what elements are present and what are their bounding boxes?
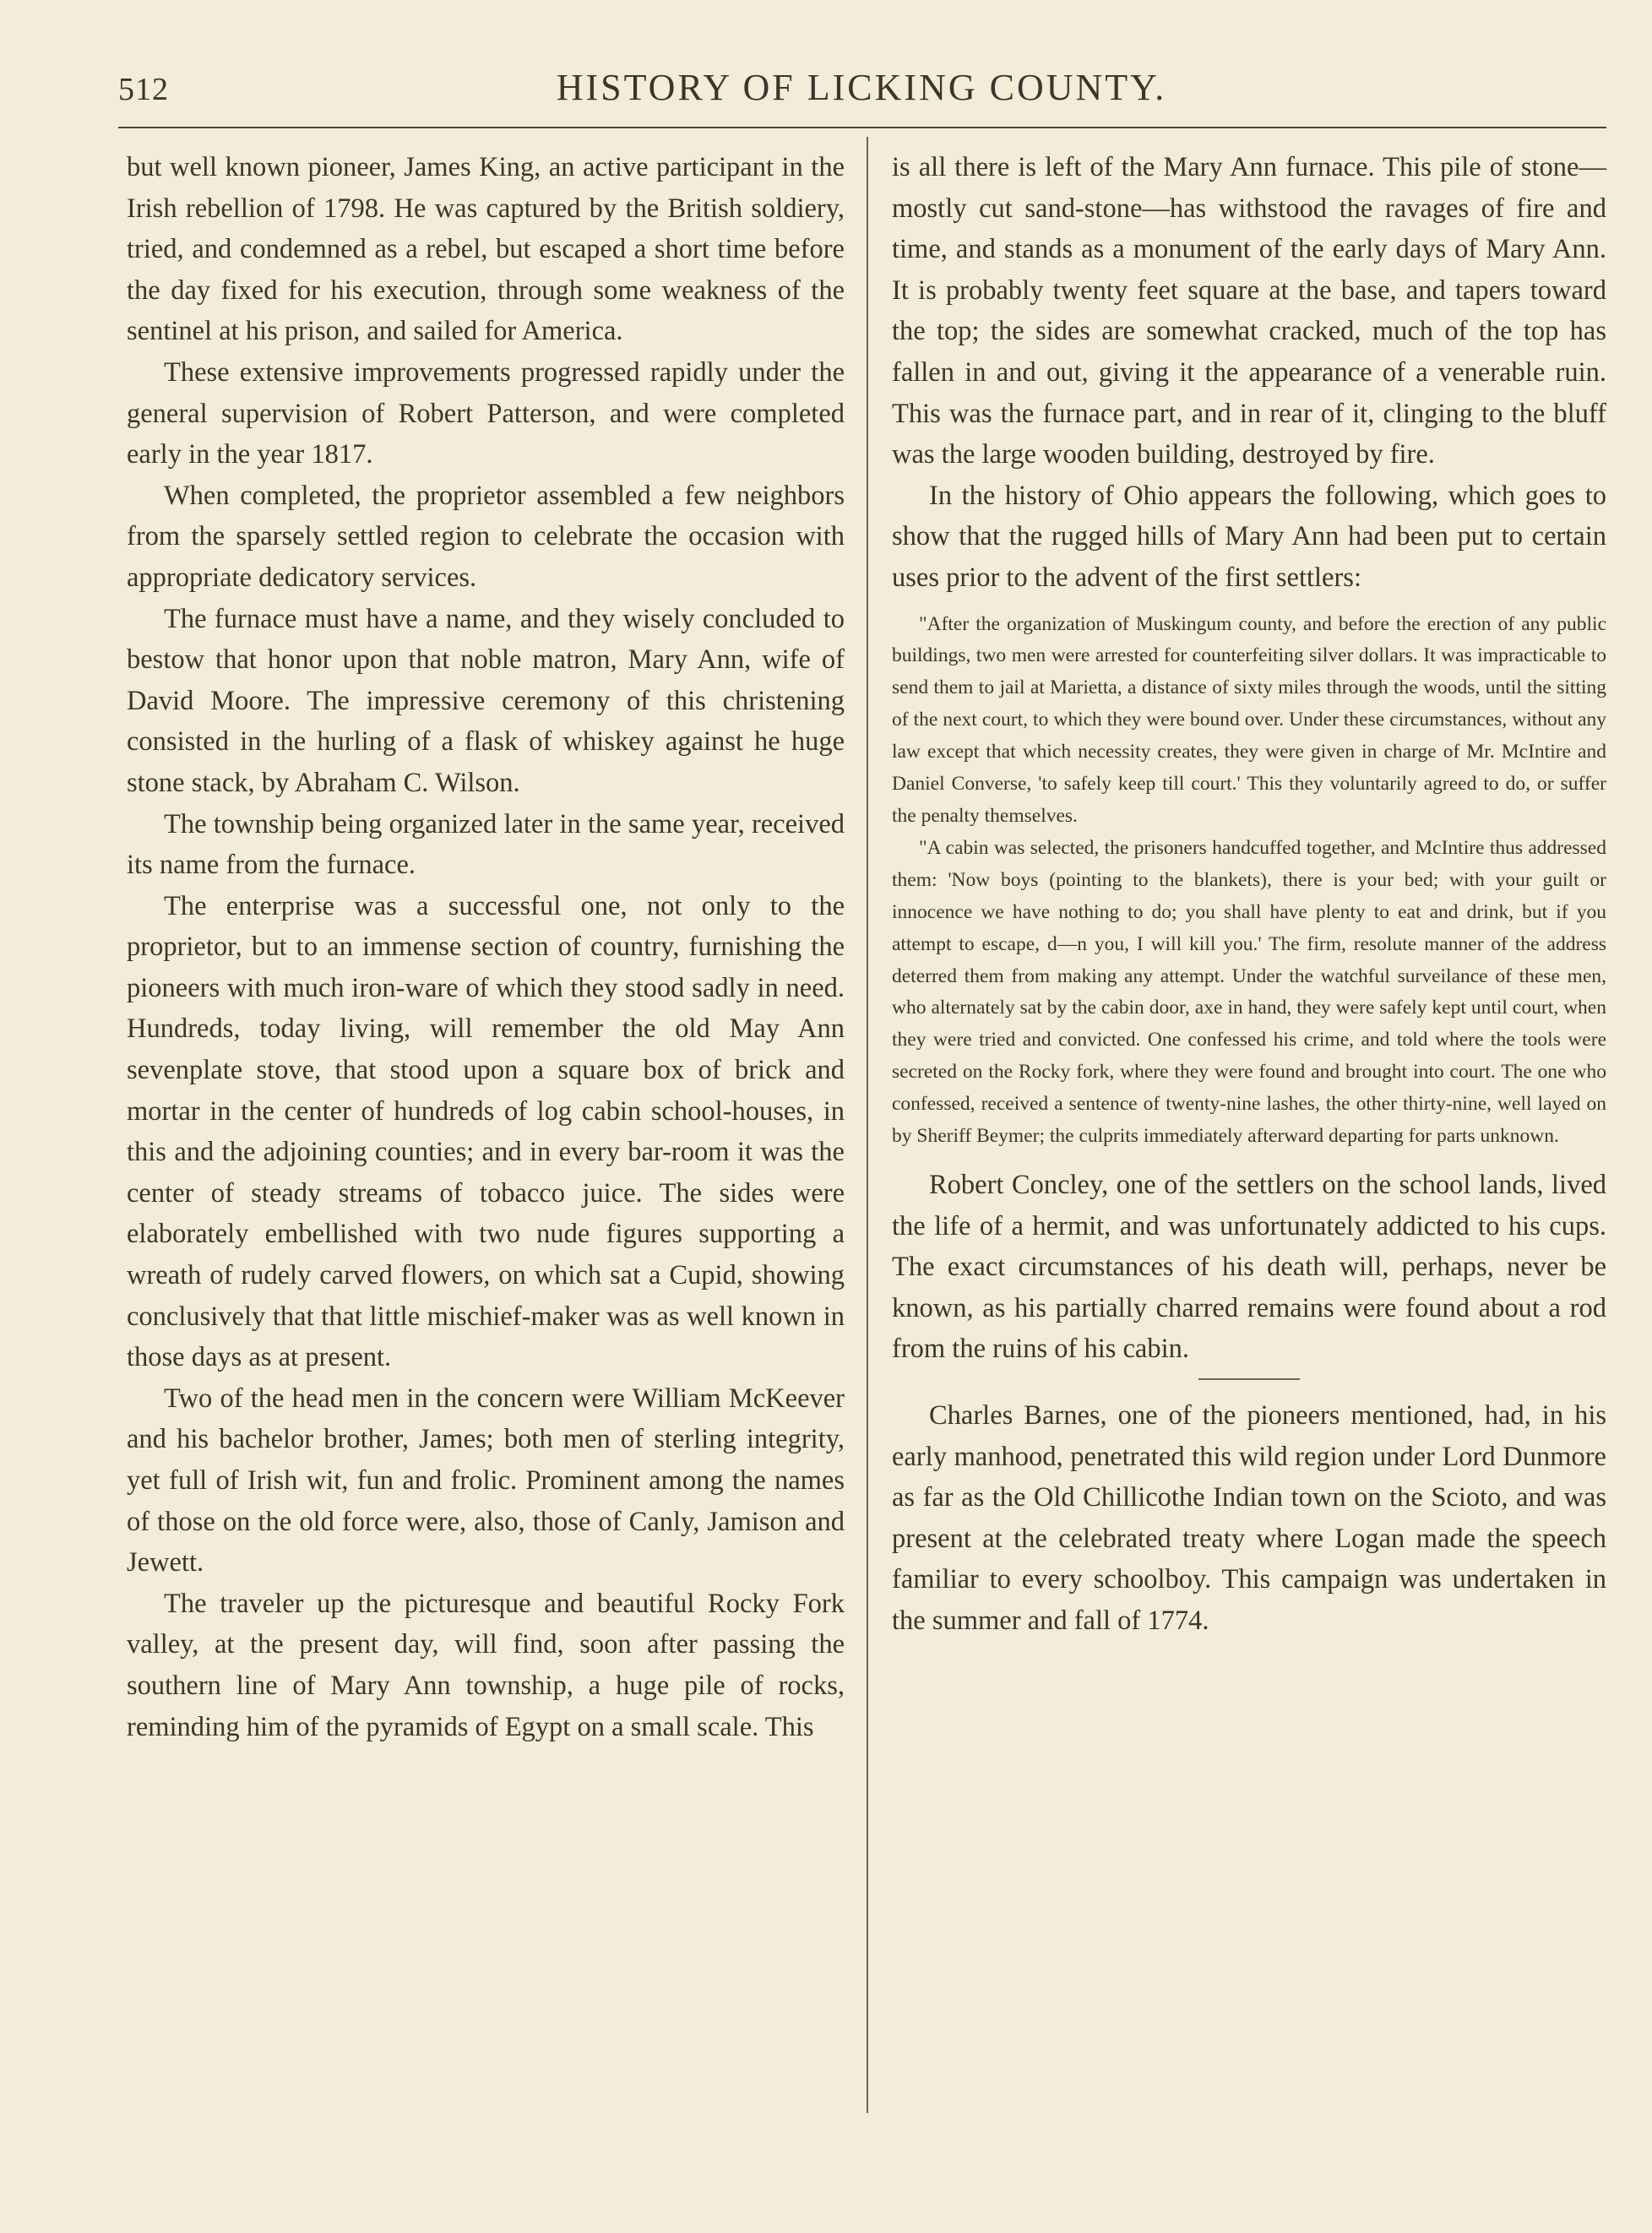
paragraph: These extensive improvements progressed rapidly under the general supervision of Robert Patterson, and were completed early in the year 1817. <box>127 356 845 470</box>
page-header <box>118 66 1605 117</box>
left-column <box>127 147 845 1747</box>
paragraph: is all there is left of the Mary Ann furnace. This pile of stone—mostly cut sand-stone—has withstood the ravages of fire and time, and stands as a monument of the early days of Mary Ann. It is probably twenty feet square at the base, and tapers toward the top; the sides are somewhat cracked, much of the top has fallen in and out, giving it the appearance of a venerable ruin. This was the furnace part, and in rear of it, clinging to the bluff was the large wooden building, destroyed by fire. <box>892 152 1606 470</box>
paragraph: The traveler up the picturesque and beautiful Rocky Fork valley, at the present day, will find, soon after passing the southern line of Mary Ann township, a huge pile of rocks, reminding him of the pyramids of Egypt on a small scale. This <box>127 1588 845 1742</box>
right-column <box>892 147 1606 1641</box>
section-separator <box>1198 1378 1300 1380</box>
page-number: 512 <box>118 72 169 107</box>
paragraph: When completed, the proprietor assembled a few neighbors from the sparsely settled region to celebrate the occasion with appropriate dedicatory services. <box>127 480 845 593</box>
header-rule <box>118 127 1606 128</box>
running-title: HISTORY OF LICKING COUNTY. <box>556 67 1167 108</box>
paragraph: The enterprise was a successful one, not only to the proprietor, but to an immense section of country, furnishing the pioneers with much iron-ware of which they stood sadly in need. Hundreds, today living, will remember the old May Ann sevenplate stove, that stood upon a square box of brick and mortar in the center of hundreds of log cabin school-houses, in this and the adjoining counties; and in every bar-room it was the center of steady streams of tobacco juice. The sides were elaborately embellished with two nude figures supporting a wreath of rudely carved flowers, on which sat a Cupid, showing conclusively that that little mischief-maker was as well known in those days as at present. <box>127 890 845 1373</box>
paragraph: Robert Concley, one of the settlers on the school lands, lived the life of a hermit, and was unfortunately addicted to his cups. The exact circumstances of his death will, perhaps, never be known, as his partially charred remains were found about a rod from the ruins of his cabin. <box>892 1169 1606 1365</box>
paragraph: Charles Barnes, one of the pioneers mentioned, had, in his early manhood, penetrated this wild region under Lord Dunmore as far as the Old Chillicothe Indian town on the Scioto, and was present at the celebrated treaty where Logan made the speech familiar to every schoolboy. This campaign was undertaken in the summer and fall of 1774. <box>892 1399 1606 1636</box>
quote-paragraph: "A cabin was selected, the prisoners handcuffed together, and McIntire thus addressed them: 'Now boys (pointing to the blankets), there is your bed; with your guilt or innocence we have nothing to do; you shall have plenty to eat and drink, but if you attempt to escape, d—n you, I will kill you.' The firm, resolute manner of the address deterred them from making any attempt. Under the watchful surveilance of these men, who alternately sat by the cabin door, axe in hand, they were safely kept until court, when they were tried and convicted. One confessed his crime, and told where the tools were secreted on the Rocky fork, where they were found and brought into court. The one who confessed, received a sentence of twenty-nine lashes, the other thirty-nine, well layed on by Sheriff Beymer; the culprits immediately afterward departing for parts unknown. <box>892 836 1606 1148</box>
quote-paragraph: "After the organization of Muskingum county, and before the erection of any public buildings, two men were arrested for counterfeiting silver dollars. It was impracticable to send them to jail at Marietta, a distance of sixty miles through the woods, until the sitting of the next court, to which they were bound over. Under these circumstances, without any law except that which necessity creates, they were given in charge of Mr. McIntire and Daniel Converse, 'to safely keep till court.' This they voluntarily agreed to do, or suffer the penalty themselves. <box>892 612 1606 827</box>
paragraph: The furnace must have a name, and they wisely concluded to bestow that honor upon that noble matron, Mary Ann, wife of David Moore. The impressive ceremony of this christening consisted in the hurling of a flask of whiskey against he huge stone stack, by Abraham C. Wilson. <box>127 603 845 798</box>
paragraph: In the history of Ohio appears the following, which goes to show that the rugged hills of Mary Ann had been put to certain uses prior to the advent of the first settlers: <box>892 480 1606 593</box>
block-quote <box>892 609 1606 1153</box>
paragraph: but well known pioneer, James King, an active participant in the Irish rebellion of 1798. He was captured by the British soldiery, tried, and condemned as a rebel, but escaped a short time before the day fixed for his execution, through some weakness of the sentinel at his prison, and sailed for America. <box>127 152 845 347</box>
paragraph: The township being organized later in the same year, received its name from the furnace. <box>127 808 845 881</box>
paragraph: Two of the head men in the concern were William McKeever and his bachelor brother, James; both men of sterling integrity, yet full of Irish wit, fun and frolic. Prominent among the names of those on the old force were, also, those of Canly, Jamison and Jewett. <box>127 1383 845 1578</box>
column-divider <box>867 137 868 2113</box>
